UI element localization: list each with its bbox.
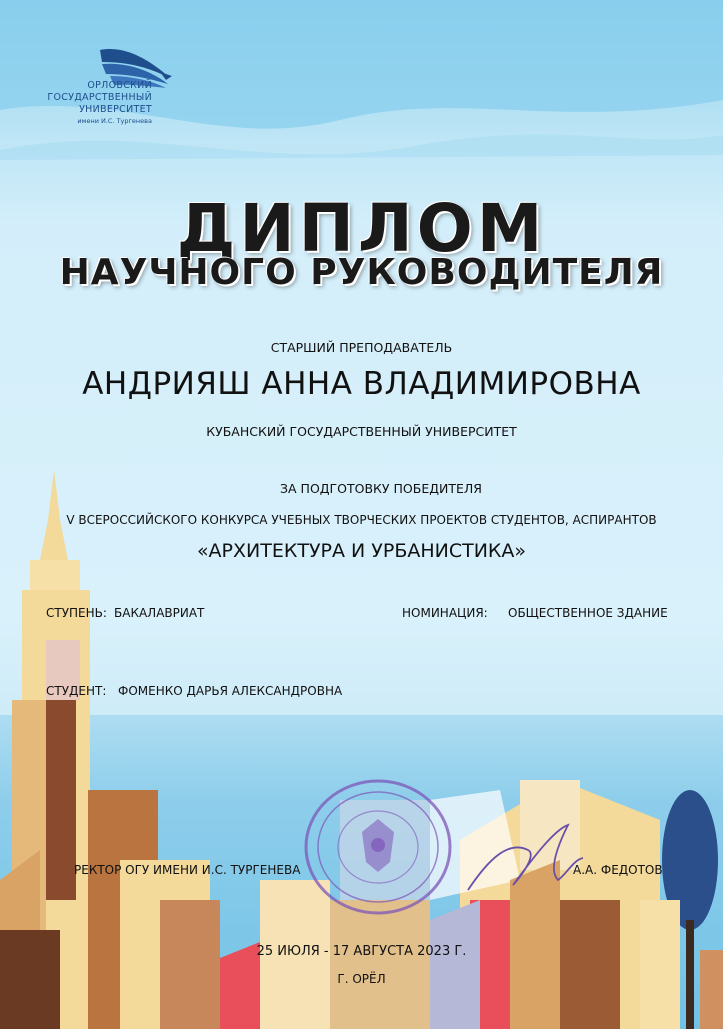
nomination-value: ОБЩЕСТВЕННОЕ ЗДАНИЕ [508, 606, 668, 620]
student-value: ФОМЕНКО ДАРЬЯ АЛЕКСАНДРОВНА [118, 684, 343, 698]
official-stamp [302, 777, 454, 917]
contest-name: «АРХИТЕКТУРА И УРБАНИСТИКА» [196, 540, 527, 562]
recipient-position: СТАРШИЙ ПРЕПОДАВАТЕЛЬ [270, 340, 453, 355]
logo-line-1: ОРЛОВСКИЙ [87, 80, 152, 91]
nomination-label: НОМИНАЦИЯ: [402, 606, 488, 620]
signature [458, 820, 588, 900]
award-reason: ЗА ПОДГОТОВКУ ПОБЕДИТЕЛЯ [280, 481, 482, 496]
recipient-name: АНДРИЯШ АННА ВЛАДИМИРОВНА [82, 366, 641, 402]
city: Г. ОРЁЛ [337, 972, 386, 986]
event-dates: 25 ИЮЛЯ - 17 АВГУСТА 2023 Г. [256, 944, 467, 959]
student-label: СТУДЕНТ: [46, 684, 107, 698]
rector-title: РЕКТОР ОГУ ИМЕНИ И.С. ТУРГЕНЕВА [74, 863, 301, 877]
diploma-subtitle: НАУЧНОГО РУКОВОДИТЕЛЯ [59, 252, 664, 293]
stage-value: БАКАЛАВРИАТ [114, 606, 205, 620]
signer-name: А.А. ФЕДОТОВ [573, 863, 663, 877]
logo-line-3: УНИВЕРСИТЕТ [79, 104, 152, 115]
university-logo-text [44, 80, 152, 126]
logo-line-4: имени И.С. Тургенева [77, 117, 152, 125]
diploma-title: ДИПЛОМ [176, 190, 547, 267]
contest-title: V ВСЕРОССИЙСКОГО КОНКУРСА УЧЕБНЫХ ТВОРЧЕСКИХ ПРОЕКТОВ СТУДЕНТОВ, АСПИРАНТОВ [66, 513, 657, 527]
stage-label: СТУПЕНЬ: [46, 606, 107, 620]
recipient-university: КУБАНСКИЙ ГОСУДАРСТВЕННЫЙ УНИВЕРСИТЕТ [206, 424, 517, 439]
logo-line-2: ГОСУДАРСТВЕННЫЙ [47, 92, 152, 103]
